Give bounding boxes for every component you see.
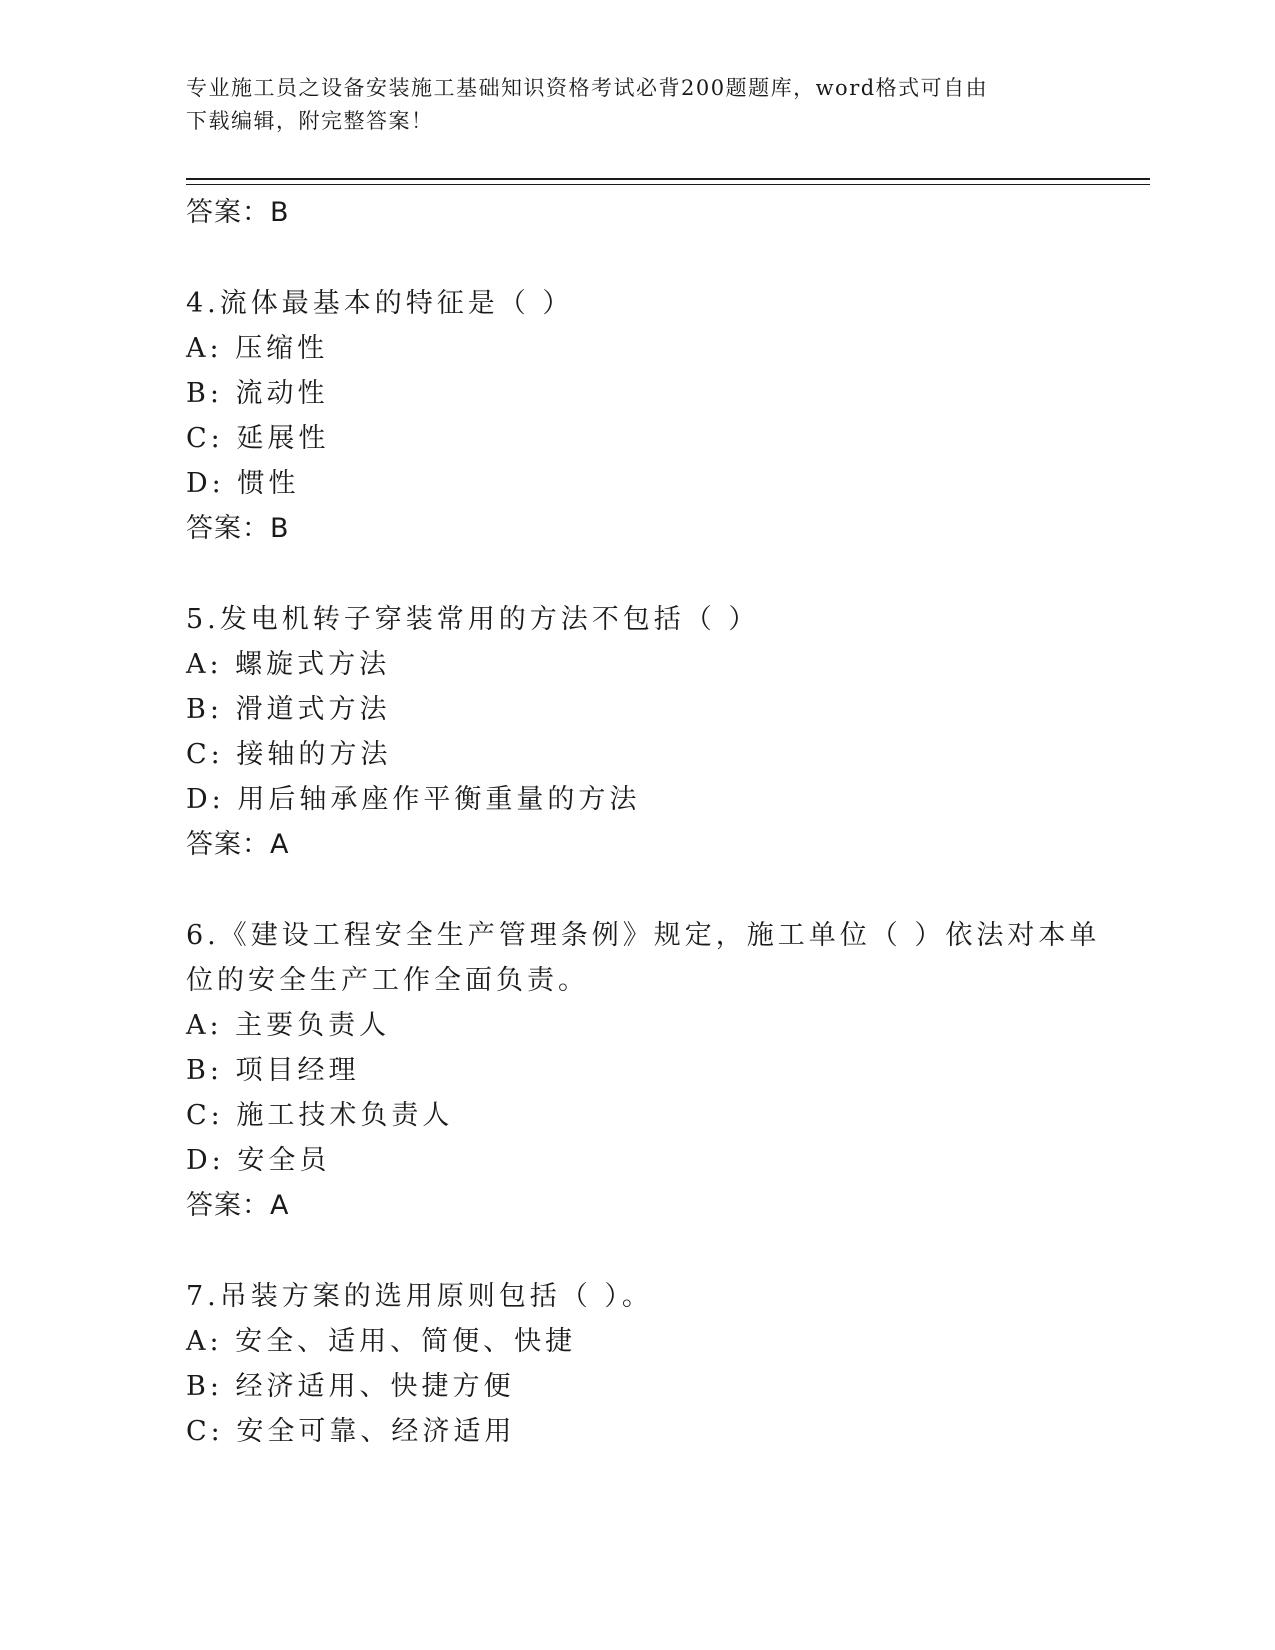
question-stem: 5.发电机转子穿装常用的方法不包括（ ） (186, 604, 760, 635)
option-b: B: 流动性 (186, 378, 329, 409)
question-stem: 6.《建设工程安全生产管理条例》规定，施工单位（ ）依法对本单位的安全生产工作全面负责。 (186, 920, 1101, 996)
header-line-1: 专业施工员之设备安装施工基础知识资格考试必背200题题库，word格式可自由 (186, 76, 989, 100)
option-a: A: 压缩性 (186, 333, 329, 364)
spacer (186, 1228, 1116, 1274)
question-list (186, 190, 1116, 1454)
header-line-2: 下载编辑，附完整答案！ (186, 109, 434, 133)
option-d: D: 惯性 (186, 468, 300, 499)
option-c: C: 接轴的方法 (186, 739, 392, 770)
option-a: A: 主要负责人 (186, 1010, 391, 1041)
option-c: C: 延展性 (186, 423, 330, 454)
option-b: B: 滑道式方法 (186, 694, 391, 725)
question-item (186, 913, 1116, 1228)
option-d: D: 用后轴承座作平衡重量的方法 (186, 784, 641, 815)
option-a: A: 安全、适用、简便、快捷 (186, 1326, 577, 1357)
question-stem: 7.吊装方案的选用原则包括（ ）。 (186, 1281, 653, 1312)
question-item (186, 597, 1116, 867)
option-b: B: 项目经理 (186, 1055, 360, 1086)
question-item (186, 1274, 1116, 1454)
spacer (186, 551, 1116, 597)
header-divider (186, 178, 1150, 185)
document-header (186, 72, 1066, 138)
option-b: B: 经济适用、快捷方便 (186, 1371, 515, 1402)
spacer (186, 867, 1116, 913)
question-answer: 答案：B (186, 513, 290, 544)
option-c: C: 安全可靠、经济适用 (186, 1416, 516, 1447)
question-item (186, 281, 1116, 551)
option-d: D: 安全员 (186, 1145, 331, 1176)
question-answer: 答案：A (186, 1190, 290, 1221)
option-c: C: 施工技术负责人 (186, 1100, 454, 1131)
spacer (186, 235, 1116, 281)
option-a: A: 螺旋式方法 (186, 649, 391, 680)
question-stem: 4.流体最基本的特征是（ ） (186, 288, 574, 319)
previous-answer: 答案：B (186, 197, 290, 228)
question-answer: 答案：A (186, 829, 290, 860)
